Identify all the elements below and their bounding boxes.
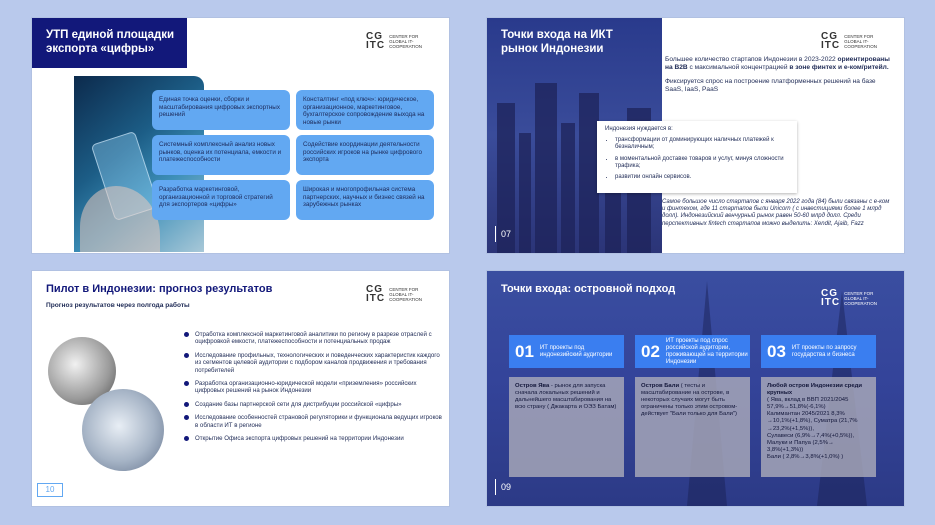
page-divider [495, 226, 496, 242]
building [535, 83, 557, 253]
needs-title: Индонезия нуждается в: [605, 126, 673, 132]
slide-04[interactable] [32, 18, 449, 253]
list-item: Исследование профильных, технологических и поведенческих характеристик каждого из сегментов целевой аудитории с подбором каналов продвижения и требования потребителей [184, 352, 444, 374]
list-item: Открытие Офиса экспорта цифровых решений на территории Индонезии [184, 435, 444, 442]
usp-card: Разработка маркетинговой, организационной и торговой стратегий для экспортеров «цифры» [152, 180, 290, 220]
market-summary: Большее количество стартапов Индонезии в 2023-2022 ориентированы на B2B с максимальной концентрацией в зоне финтех и е-ком/ритейл. Фиксируется спрос на построение платформенных решений на базе SaaS, IaaS, PaaS [665, 56, 890, 93]
bullet-icon [184, 415, 189, 420]
building [579, 93, 599, 253]
page-number: 10 [37, 483, 63, 497]
approach-header-02: 02 ИТ проекты под спрос российской аудитории, проживающей на территории Индонезии [635, 335, 750, 368]
slide-09[interactable] [487, 271, 904, 506]
slide-subtitle: Прогноз результатов через полгода работы [46, 302, 190, 309]
slide-title: Пилот в Индонезии: прогноз результатов [46, 283, 273, 295]
page-number: 04 [46, 229, 57, 239]
list-item: Исследование особенностей страновой регуляторики и функционала ведущих игроков в области ИТ в регионе [184, 414, 444, 429]
building [561, 123, 575, 253]
needs-box [597, 121, 797, 193]
bullet-icon [184, 381, 189, 386]
page-divider [40, 226, 41, 242]
usp-card: Содействие координации деятельности российских игроков на рынке цифрового экспорта [296, 135, 434, 175]
list-item: • развитии онлайн сервисов. [615, 174, 789, 181]
usp-card: Консталтинг «под ключ»: юридическое, организационное, маркетинговое, бухгалтерское сопровождение выхода на новые рынки [296, 90, 434, 130]
page-divider [495, 479, 496, 495]
slide-title: Точки входа: островной подход [501, 283, 676, 295]
cgitc-logo: CG ITC CENTER FOR GLOBAL IT-COOPERATION [366, 31, 423, 51]
cgitc-logo: CG ITC CENTER FOR GLOBAL IT-COOPERATION [366, 284, 423, 304]
list-item: • в моментальной доставке товаров и услуг, минуя сложности трафика; [615, 156, 789, 170]
approach-detail-bali: Остров Бали ( тесты и масштабирование на острове, в некоторых случаях могут быть ограничены только этим островом- действует "Бали только для Бали") [635, 377, 750, 477]
bullet-icon [184, 332, 189, 337]
list-item: • трансформации от доминирующих наличных платежей к безналичным; [615, 137, 789, 151]
cgitc-logo: CG ITC CENTER FOR GLOBAL IT-COOPERATION [821, 31, 878, 51]
approach-detail-islands: Любой остров Индонезии среди крупных ( Ява, вклад в ВВП 2021/2045 57,9%→51,8%(-6,1%) Калимантан 2045/2021 8,3% →10,1%(+1,8%), Суматра (21,7% →23,2%(+1,5%)), Сулавеси (6,9%→7,4%(+0,5%)), Малуки и Папуа (2,5%→ 3,8%(+1,3%)) Бали ( 2,8%→3,8%(+1,0%) ) [761, 377, 876, 477]
results-list [184, 331, 444, 448]
bullet-icon [184, 436, 189, 441]
approach-header-01: 01 ИТ проекты под индонезийский аудитории [509, 335, 624, 368]
analytics-photo [82, 389, 164, 471]
bullet-icon [184, 353, 189, 358]
cgitc-logo: CG ITC CENTER FOR GLOBAL IT-COOPERATION [821, 288, 878, 308]
slide-title: УТП единой площадки экспорта «цифры» [46, 29, 175, 55]
usp-card: Единая точка оценки, сборки и масштабирования цифровых экспортных решений [152, 90, 290, 130]
page-number: 09 [501, 482, 512, 492]
building [519, 133, 531, 253]
approach-header-03: 03 ИТ проекты по запросу государства и бизнеса [761, 335, 876, 368]
slide-07[interactable] [487, 18, 904, 253]
usp-card: Системный комплексный анализ новых рынков, оценка их потенциала, емкости и платежеспособности [152, 135, 290, 175]
list-item: Отработка комплексной маркетинговой аналитики по региону в разрезе отраслей с оцифровкой емкости, платежеспособности и потенциальных продаж [184, 331, 444, 346]
list-item: Разработка организационно-юридической модели «приземления» российских цифровых решений на рынок Индонезии [184, 380, 444, 395]
approach-detail-java: Остров Ява - рынок для запуска сначала локальных решений и дальнейшего масштабирования на всю страну ( Джакарта и ОЭЗ Батам) [509, 377, 624, 477]
list-item: Создание базы партнерской сети для дистрибуции российской «цифры» [184, 401, 444, 408]
startup-stats: Самое большое число стартапов с января 2022 года (84) были связаны с е-ком и финтехом, где 11 стартапов были Unicorn ( с инвестициями более 1 млрд долл). Индонезийский венчурный рынок равен 50-60 млрд долл. Среди перспективных fintech стартапов можно выделить: Xendit, Ajaib, Fazz [662, 199, 890, 227]
slide-title: Точки входа на ИКТ рынок Индонезии [501, 29, 613, 55]
usp-card: Широкая и многопрофильная система партнерских, научных и бизнес связей на зарубежных рынках [296, 180, 434, 220]
slide-10[interactable] [32, 271, 449, 506]
bullet-icon [184, 402, 189, 407]
page-number: 07 [501, 229, 512, 239]
